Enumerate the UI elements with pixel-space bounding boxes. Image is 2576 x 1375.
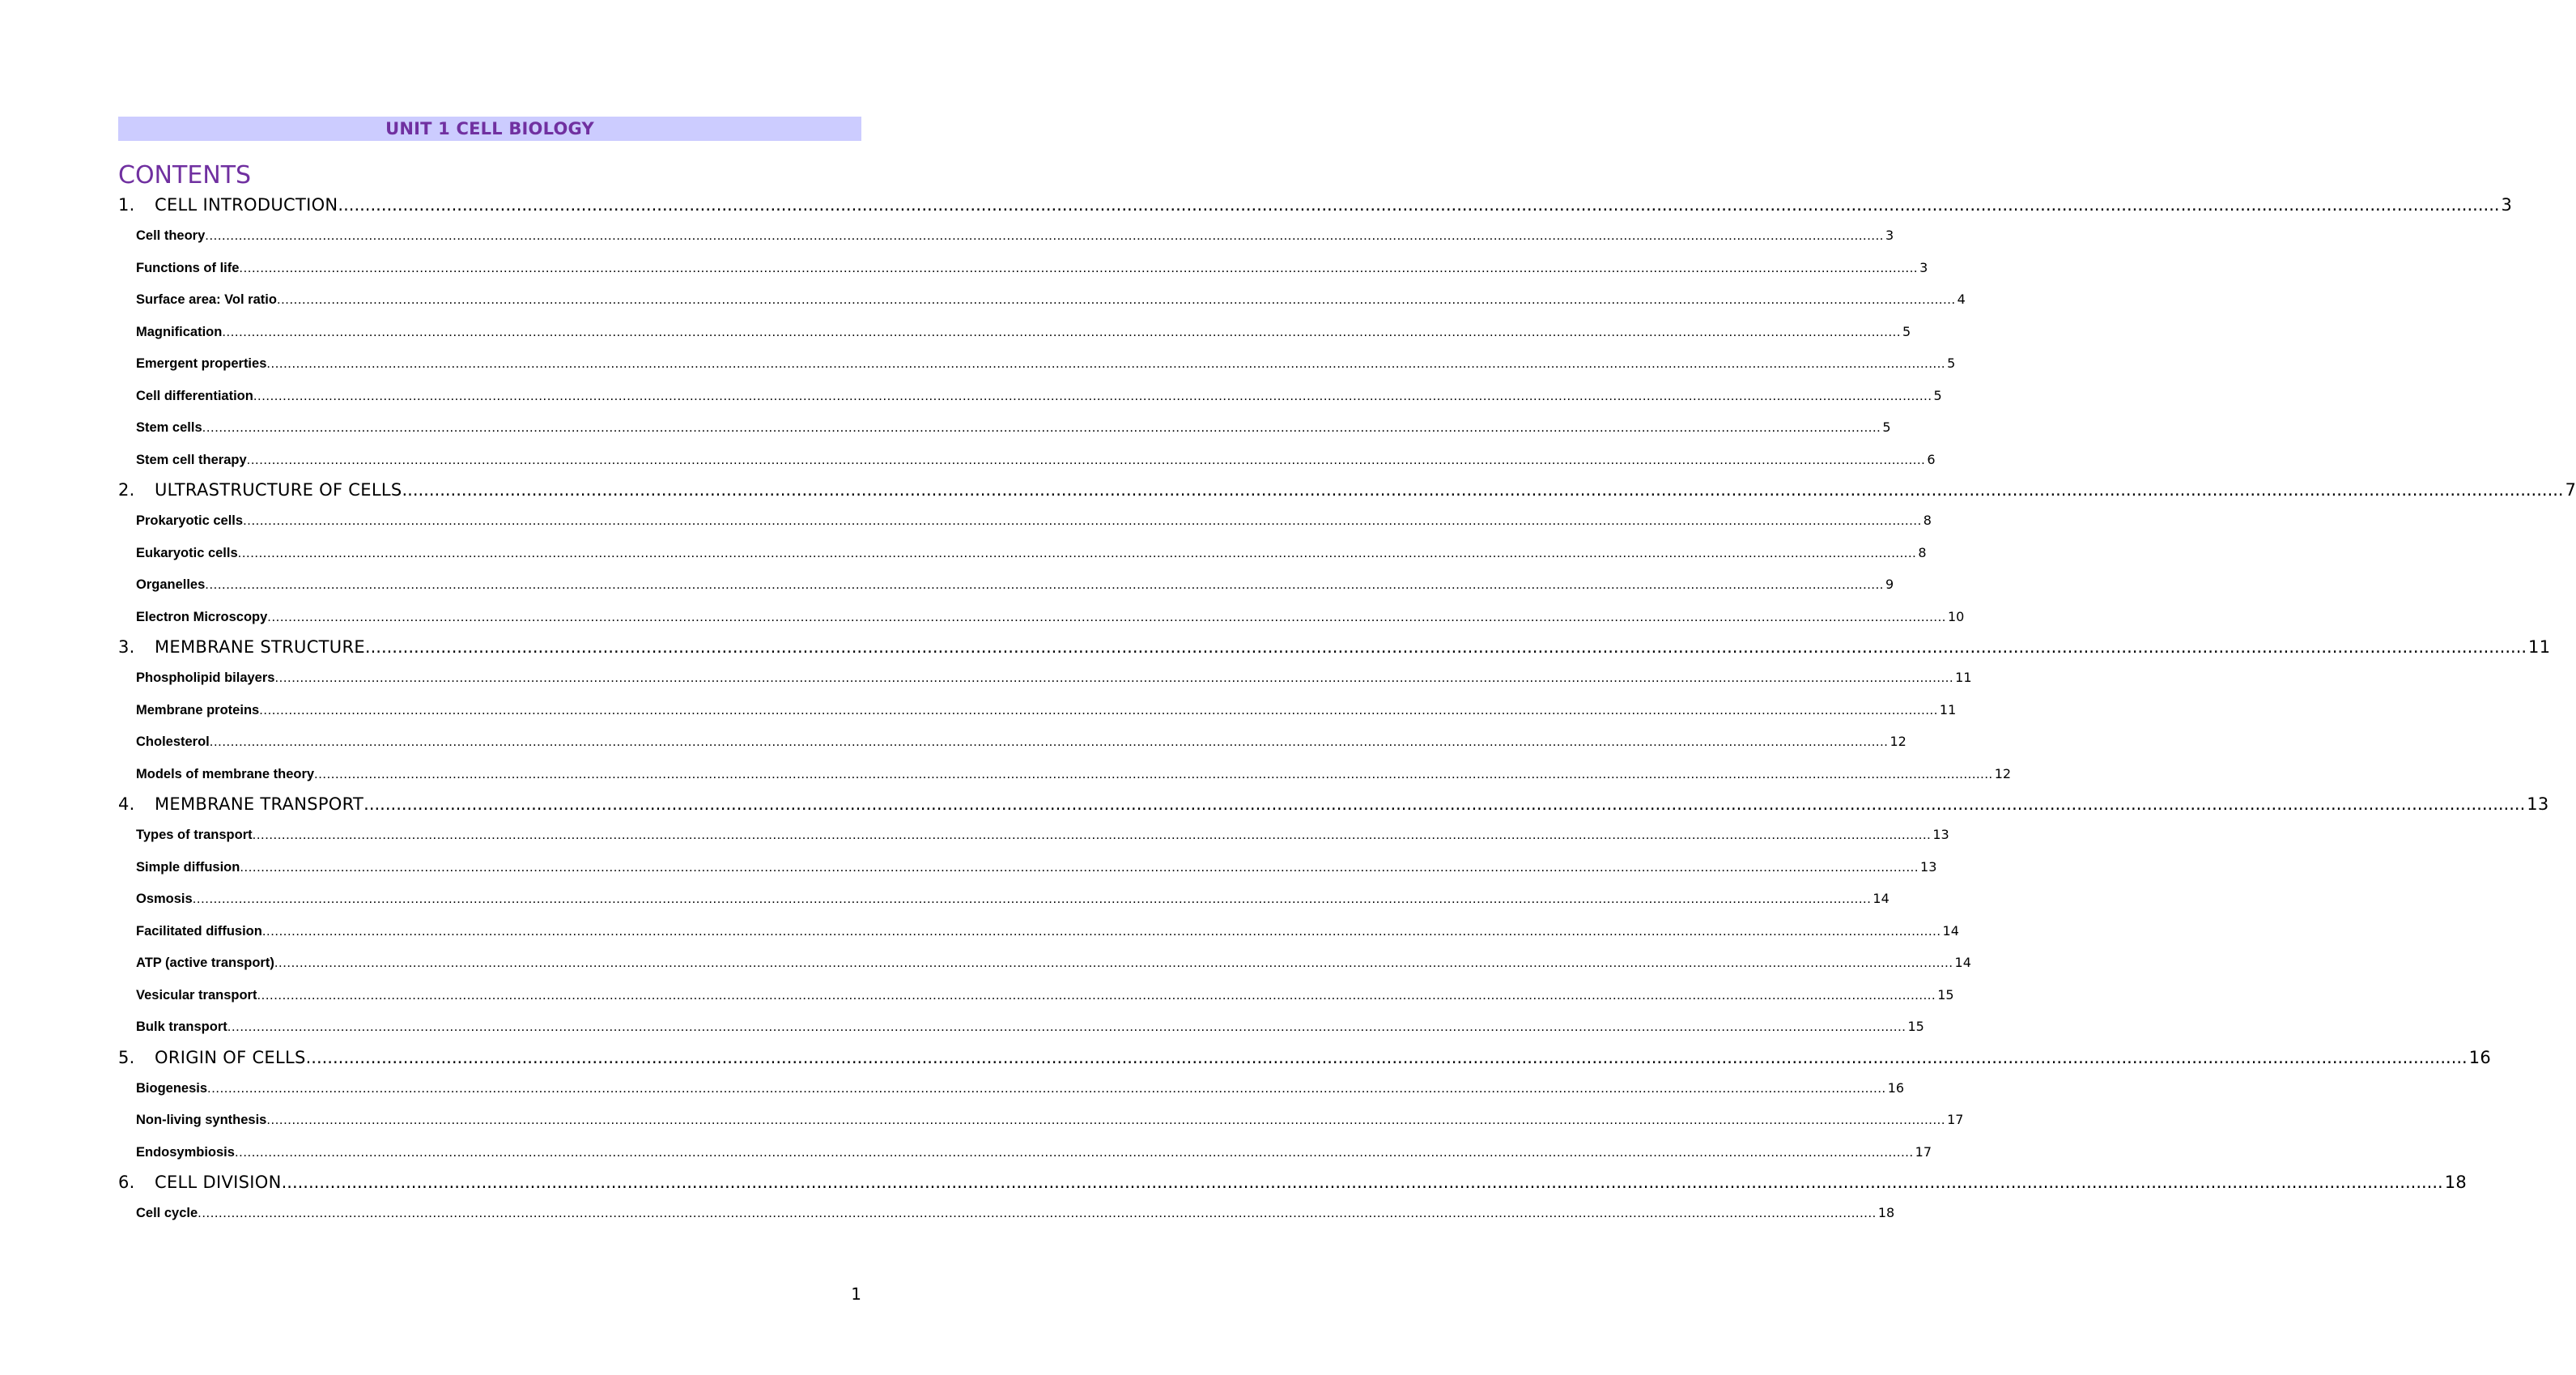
toc-section-entry[interactable] [118, 1043, 2492, 1072]
toc-dot-leader: ................................................................................................................................................................................................................................................................................................................................................................................................................ [267, 609, 1946, 624]
toc-dot-leader: ................................................................................................................................................................................................................................................................................................................................................................................................................ [227, 1020, 1906, 1034]
toc-page-number: 18 [2444, 1173, 2468, 1192]
toc-dot-leader: ................................................................................................................................................................................................................................................................................................................................................................................................................ [363, 794, 2526, 814]
toc-subsection-entry[interactable] [118, 947, 1971, 979]
toc-entry-label: MEMBRANE TRANSPORT [155, 794, 364, 814]
toc-page-number: 15 [1937, 986, 1954, 1003]
toc-dot-leader: ................................................................................................................................................................................................................................................................................................................................................................................................................ [364, 637, 2527, 657]
toc-entry-label: Vesicular transport [136, 987, 257, 1003]
toc-subsection-entry[interactable] [118, 883, 1889, 915]
toc-dot-leader: ................................................................................................................................................................................................................................................................................................................................................................................................................ [239, 260, 1919, 275]
toc-subsection-entry[interactable] [118, 347, 1956, 380]
toc-entry-label: CELL DIVISION [155, 1173, 282, 1192]
toc-section-number: 1. [118, 195, 135, 215]
toc-page-number: 18 [1877, 1205, 1895, 1220]
toc-entry-label: Endosymbiosis [136, 1144, 235, 1160]
toc-dot-leader: ................................................................................................................................................................................................................................................................................................................................................................................................................ [314, 766, 1993, 781]
toc-dot-leader: ................................................................................................................................................................................................................................................................................................................................................................................................................ [237, 545, 1917, 560]
toc-dot-leader: ................................................................................................................................................................................................................................................................................................................................................................................................................ [205, 577, 1884, 592]
toc-subsection-entry[interactable] [118, 694, 1957, 726]
toc-page-number: 4 [1957, 292, 1966, 307]
toc-entry-label: Cell differentiation [136, 388, 253, 403]
toc-section-number: 5. [118, 1047, 135, 1067]
toc-section-entry[interactable] [118, 475, 2576, 504]
toc-entry-label: Cell theory [136, 228, 206, 243]
toc-subsection-entry[interactable] [118, 819, 1949, 851]
toc-section-entry[interactable] [118, 190, 2513, 219]
toc-subsection-entry[interactable] [118, 316, 1911, 348]
toc-entry-label: Emergent properties [136, 356, 267, 371]
toc-subsection-entry[interactable] [118, 662, 1972, 694]
toc-dot-leader: ................................................................................................................................................................................................................................................................................................................................................................................................................ [222, 324, 1902, 339]
toc-page-number: 11 [2528, 637, 2551, 657]
toc-dot-leader: ................................................................................................................................................................................................................................................................................................................................................................................................................ [192, 892, 1872, 906]
toc-entry-label: Cell cycle [136, 1206, 198, 1220]
toc-page-number: 7 [2565, 480, 2576, 500]
toc-entry-label: Magnification [136, 324, 223, 339]
toc-page-number: 17 [1915, 1143, 1932, 1160]
contents-heading: CONTENTS [118, 161, 252, 189]
toc-dot-leader: ................................................................................................................................................................................................................................................................................................................................................................................................................ [338, 195, 2500, 215]
toc-dot-leader: ................................................................................................................................................................................................................................................................................................................................................................................................................ [243, 513, 1922, 528]
toc-page-number: 5 [1933, 387, 1942, 403]
toc-dot-leader: ................................................................................................................................................................................................................................................................................................................................................................................................................ [266, 356, 1946, 371]
toc-entry-label: Bulk transport [136, 1020, 227, 1034]
toc-subsection-entry[interactable] [118, 411, 1891, 444]
toc-section-entry[interactable] [118, 632, 2551, 662]
toc-entry-label: Membrane proteins [136, 702, 260, 717]
toc-entry-label: Surface area: Vol ratio [136, 292, 277, 307]
toc-entry-label: Models of membrane theory [136, 766, 315, 781]
toc-page-number: 14 [1872, 891, 1889, 906]
toc-entry-label: MEMBRANE STRUCTURE [155, 637, 365, 657]
toc-entry-label: CELL INTRODUCTION [155, 195, 338, 215]
toc-section-number: 4. [118, 794, 135, 814]
toc-page-number: 15 [1907, 1019, 1924, 1034]
toc-dot-leader: ................................................................................................................................................................................................................................................................................................................................................................................................................ [274, 670, 1954, 685]
toc-subsection-entry[interactable] [118, 1072, 1905, 1105]
toc-subsection-entry[interactable] [118, 380, 1942, 412]
page-number: 1 [851, 1284, 861, 1304]
toc-subsection-entry[interactable] [118, 1011, 1924, 1043]
toc-dot-leader: ................................................................................................................................................................................................................................................................................................................................................................................................................ [261, 923, 1941, 939]
document-page [118, 117, 2576, 1229]
toc-dot-leader: ................................................................................................................................................................................................................................................................................................................................................................................................................ [281, 1173, 2443, 1192]
toc-subsection-entry[interactable] [118, 851, 1937, 883]
toc-subsection-entry[interactable] [118, 726, 1906, 758]
toc-entry-label: Types of transport [136, 828, 253, 842]
toc-page-number: 17 [1947, 1112, 1964, 1127]
toc-dot-leader: ................................................................................................................................................................................................................................................................................................................................................................................................................ [209, 734, 1889, 749]
toc-subsection-entry[interactable] [118, 601, 1965, 633]
toc-section-number: 2. [118, 480, 135, 500]
toc-dot-leader: ................................................................................................................................................................................................................................................................................................................................................................................................................ [402, 480, 2564, 500]
toc-subsection-entry[interactable] [118, 537, 1927, 569]
toc-subsection-entry[interactable] [118, 219, 1894, 252]
toc-page-number: 13 [1920, 858, 1937, 875]
toc-dot-leader: ................................................................................................................................................................................................................................................................................................................................................................................................................ [205, 228, 1884, 243]
toc-entry-label: Stem cell therapy [136, 452, 247, 467]
toc-dot-leader: ................................................................................................................................................................................................................................................................................................................................................................................................................ [240, 859, 1919, 875]
toc-dot-leader: ................................................................................................................................................................................................................................................................................................................................................................................................................ [274, 956, 1953, 970]
toc-page-number: 3 [1885, 228, 1894, 243]
toc-page-number: 16 [2468, 1047, 2492, 1067]
toc-section-number: 6. [118, 1173, 135, 1192]
toc-page-number: 11 [1939, 701, 1957, 717]
toc-entry-label: ULTRASTRUCTURE OF CELLS [155, 480, 402, 500]
toc-entry-label: Functions of life [136, 260, 240, 275]
toc-dot-leader: ................................................................................................................................................................................................................................................................................................................................................................................................................ [202, 420, 1881, 435]
toc-page-number: 14 [1942, 922, 1959, 939]
toc-entry-label: Prokaryotic cells [136, 513, 244, 528]
toc-section-entry[interactable] [118, 790, 2549, 819]
toc-entry-label: ATP (active transport) [136, 956, 274, 970]
toc-subsection-entry[interactable] [118, 568, 1894, 601]
toc-page-number: 9 [1885, 577, 1894, 592]
toc-page-number: 10 [1948, 608, 1965, 624]
toc-page-number: 12 [1994, 765, 2012, 781]
toc-dot-leader: ................................................................................................................................................................................................................................................................................................................................................................................................................ [246, 452, 1926, 467]
toc-page-number: 13 [1932, 827, 1949, 842]
toc-entry-label: Electron Microscopy [136, 609, 268, 624]
toc-dot-leader: ................................................................................................................................................................................................................................................................................................................................................................................................................ [207, 1080, 1886, 1096]
toc-page-number: 14 [1954, 955, 1971, 970]
toc-dot-leader: ................................................................................................................................................................................................................................................................................................................................................................................................................ [266, 1113, 1946, 1127]
table-of-contents [118, 190, 2576, 1229]
toc-dot-leader: ................................................................................................................................................................................................................................................................................................................................................................................................................ [276, 292, 1956, 307]
toc-subsection-entry[interactable] [118, 915, 1959, 947]
toc-entry-label: Eukaryotic cells [136, 545, 238, 560]
toc-page-number: 8 [1923, 513, 1932, 528]
toc-subsection-entry[interactable] [118, 758, 2012, 790]
toc-page-number: 16 [1887, 1079, 1905, 1096]
toc-dot-leader: ................................................................................................................................................................................................................................................................................................................................................................................................................ [252, 828, 1932, 842]
toc-page-number: 5 [1947, 355, 1956, 371]
toc-subsection-entry[interactable] [118, 504, 1932, 537]
toc-subsection-entry[interactable] [118, 979, 1954, 1011]
toc-entry-label: Osmosis [136, 892, 193, 906]
toc-entry-label: Organelles [136, 577, 206, 592]
toc-subsection-entry[interactable] [118, 444, 1936, 476]
toc-section-entry[interactable] [118, 1168, 2468, 1197]
toc-subsection-entry[interactable] [118, 283, 1966, 316]
toc-entry-label: Facilitated diffusion [136, 923, 262, 939]
toc-entry-label: Phospholipid bilayers [136, 670, 275, 685]
toc-subsection-entry[interactable] [118, 1104, 1964, 1136]
toc-dot-leader: ................................................................................................................................................................................................................................................................................................................................................................................................................ [257, 987, 1936, 1003]
toc-page-number: 3 [2501, 195, 2513, 215]
toc-section-number: 3. [118, 637, 135, 657]
toc-subsection-entry[interactable] [118, 1136, 1932, 1169]
toc-entry-label: ORIGIN OF CELLS [155, 1047, 306, 1067]
toc-dot-leader: ................................................................................................................................................................................................................................................................................................................................................................................................................ [305, 1047, 2468, 1067]
toc-entry-label: Simple diffusion [136, 859, 240, 875]
toc-page-number: 13 [2527, 794, 2549, 814]
toc-dot-leader: ................................................................................................................................................................................................................................................................................................................................................................................................................ [198, 1206, 1877, 1220]
toc-page-number: 8 [1918, 544, 1927, 560]
toc-entry-label: Biogenesis [136, 1080, 208, 1096]
toc-entry-label: Stem cells [136, 420, 202, 435]
toc-page-number: 3 [1919, 259, 1928, 275]
toc-page-number: 11 [1955, 670, 1972, 685]
toc-subsection-entry[interactable] [118, 1197, 1895, 1229]
toc-entry-label: Non-living synthesis [136, 1113, 267, 1127]
toc-entry-label: Cholesterol [136, 734, 210, 749]
toc-page-number: 6 [1927, 451, 1936, 467]
toc-page-number: 12 [1889, 734, 1906, 749]
toc-page-number: 5 [1882, 419, 1891, 435]
toc-subsection-entry[interactable] [118, 252, 1928, 284]
toc-dot-leader: ................................................................................................................................................................................................................................................................................................................................................................................................................ [253, 388, 1932, 403]
unit-title-banner: UNIT 1 CELL BIOLOGY [118, 117, 861, 141]
toc-dot-leader: ................................................................................................................................................................................................................................................................................................................................................................................................................ [234, 1144, 1914, 1160]
toc-page-number: 5 [1902, 323, 1911, 339]
toc-dot-leader: ................................................................................................................................................................................................................................................................................................................................................................................................................ [259, 702, 1938, 717]
